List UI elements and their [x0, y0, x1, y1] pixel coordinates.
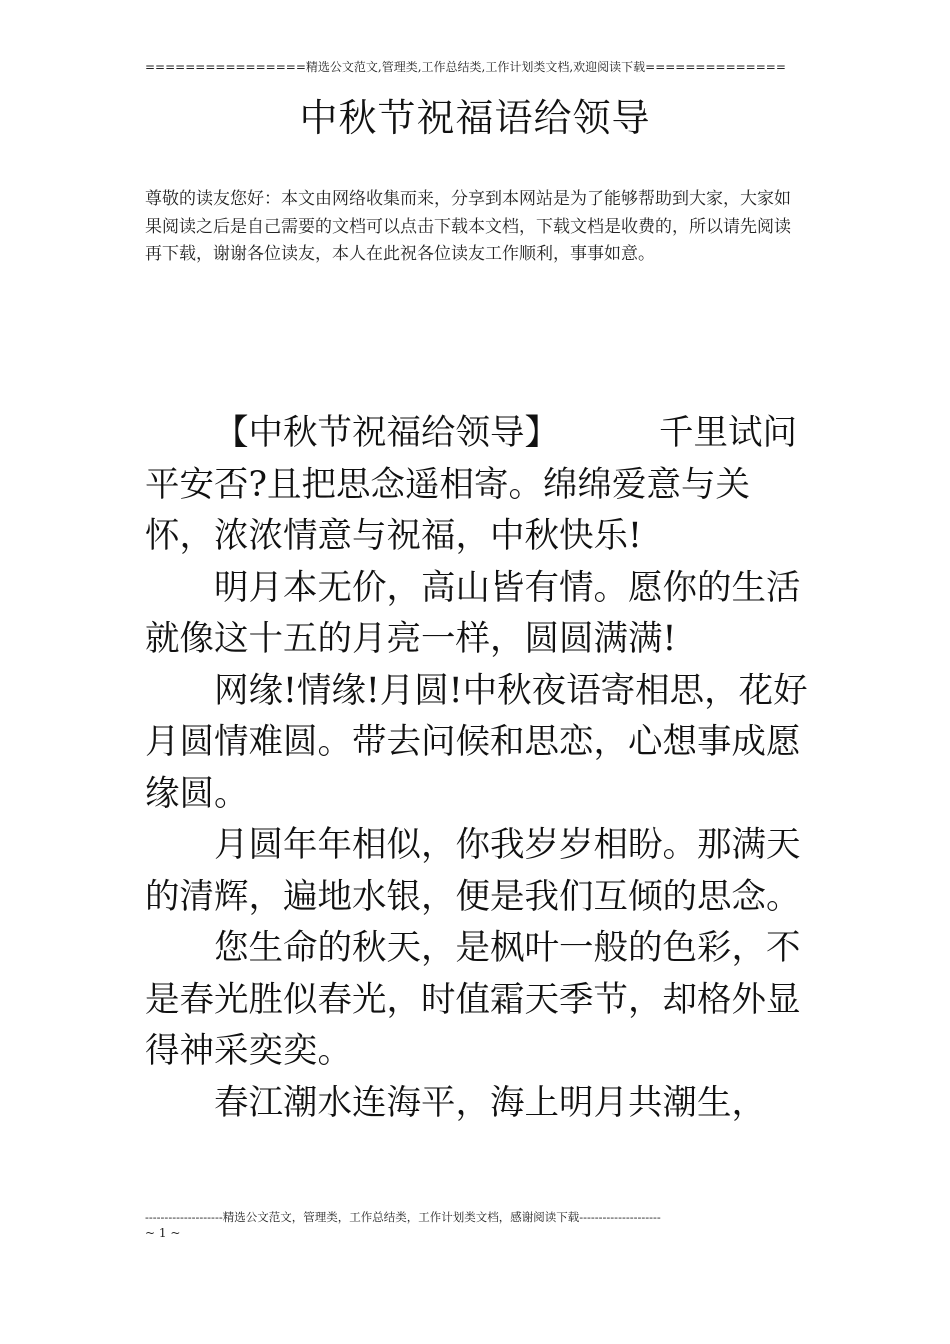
paragraph-3: 网缘!情缘!月圆!中秋夜语寄相思，花好月圆情难圆。带去问候和思恋，心想事成愿缘圆。 — [145, 670, 808, 814]
paragraph-2: 明月本无价，高山皆有情。愿你的生活就像这十五的月亮一样，圆圆满满! — [145, 567, 801, 659]
document-title: 中秋节祝福语给领导 — [299, 96, 651, 140]
header-banner: ================精选公文范文,管理类,工作总结类,工作计划类文档,欢迎阅读下载============== — [145, 60, 786, 74]
document-body — [145, 408, 810, 1129]
paragraph-1 — [145, 408, 810, 563]
paragraph-4: 月圆年年相似，你我岁岁相盼。那满天的清辉，遍地水银，便是我们互倾的思念。 — [145, 825, 801, 917]
reader-note: 尊敬的读友您好：本文由网络收集而来，分享到本网站是为了能够帮助到大家，大家如果阅读之后是自己需要的文档可以点击下载本文档，下载文档是收费的，所以请先阅读再下载，谢谢各位读友，本人在此祝各位读友工作顺利，事事如意。 — [145, 189, 791, 264]
page-number: ~ 1 ~ — [145, 1226, 181, 1240]
paragraph-1-text: 千里试问平安否?且把思念遥相寄。绵绵爱意与关怀，浓浓情意与祝福，中秋快乐! — [145, 413, 797, 556]
paragraph-5: 您生命的秋天，是枫叶一般的色彩，不是春光胜似春光，时值霜天季节，却格外显得神采奕奕。 — [145, 928, 801, 1071]
section-heading: 【中秋节祝福给领导】 — [214, 413, 559, 453]
footer-banner: --------------------精选公文范文，管理类，工作总结类，工作计划类文档，感谢阅读下载--------------------- — [145, 1210, 661, 1224]
paragraph-6: 春江潮水连海平，海上明月共潮生， — [214, 1082, 766, 1123]
